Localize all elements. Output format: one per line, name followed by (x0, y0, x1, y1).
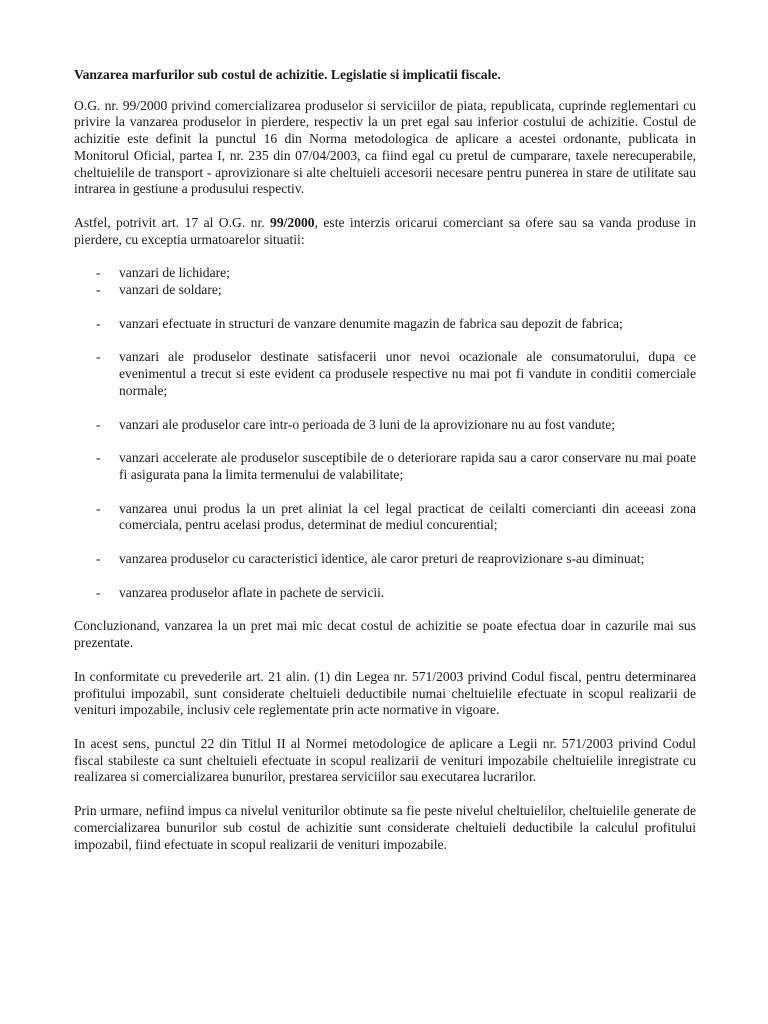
law-number-bold: 99/2000 (270, 214, 315, 230)
list-item (74, 551, 696, 568)
paragraph-final-conclusion: Prin urmare, nefiind impus ca nivelul veniturilor obtinute sa fie peste nivelul cheltuielilor, cheltuielile generate de comercializarea bunurilor sub costul de achizitie sunt considerate cheltuieli deductibile la calculul profitului impozabil, fiind efectuate in scopul realizarii de venituri impozabile. (74, 803, 696, 852)
list-dash: - (96, 349, 101, 365)
list-dash: - (96, 584, 101, 600)
paragraph-og-99-2000: O.G. nr. 99/2000 privind comercializarea produselor si serviciilor de piata, republicata, cuprinde reglementari cu privire la vanzarea produselor in pierdere, respectiv la un pret egal sau inferior costului de achizitie. Costul de achizitie este definit la punctul 16 din Norma metodologica de aplicare a acestei ordonante, publicata in Monitorul Oficial, partea I, nr. 235 din 07/04/2003, ca fiind egal cu pretul de cumparare, taxele nerecuperabile, cheltuielile de transport - aprovizionare si alte cheltuieli accesorii necesare pentru punerea in stare de utilitate sau intrarea in gestiune a produsului respectiv. (74, 97, 696, 197)
list-item-text: vanzari ale produselor destinate satisfacerii unor nevoi ocazionale ale consumatorului, dupa ce evenimentul a trecut si este evident ca produsele respective nu mai pot fi vandute in conditii comerciale normale; (119, 349, 696, 398)
list-dash: - (96, 265, 101, 281)
paragraph-fiscal-code-art-21: In conformitate cu prevederile art. 21 alin. (1) din Legea nr. 571/2003 privind Codul fiscal, pentru determinarea profitului impozabil, sunt considerate cheltuieli deductibile numai cheltuielile efectuate in scopul realizarii de venituri impozabile, inclusiv cele reglementate prin acte normative in vigoare. (74, 668, 696, 718)
list-dash: - (96, 500, 101, 516)
list-item-text: vanzarea produselor aflate in pachete de servicii. (119, 584, 385, 600)
paragraph-point-22: In acest sens, punctul 22 din Titlul II al Normei metodologice de aplicare a Legii nr. 571/2003 privind Codul fiscal stabileste ca sunt cheltuieli efectuate in scopul realizarii de venituri impozabile cheltuielile inregistrate cu realizarea si comercializarea bunurilor, prestarea serviciilor sau executarea lucrarilor. (74, 735, 696, 785)
list-item-text: vanzarea produselor cu caracteristici identice, ale caror preturi de reaprovizionare s-au diminuat; (119, 551, 645, 567)
list-item (74, 349, 696, 399)
list-dash: - (96, 315, 101, 331)
list-item-text: vanzarea unui produs la un pret aliniat la cel legal practicat de ceilalti comercianti din aceeasi zona comerciala, pentru acelasi produs, determinat de mediul concurential; (119, 500, 696, 533)
list-item (74, 316, 696, 333)
list-item (74, 282, 696, 299)
list-dash: - (96, 416, 101, 432)
list-item (74, 501, 696, 534)
list-item (74, 417, 696, 434)
exceptions-list (74, 265, 696, 601)
document-title: Vanzarea marfurilor sub costul de achizitie. Legislatie si implicatii fiscale. (74, 67, 501, 82)
paragraph-exceptions-intro (74, 215, 696, 248)
list-item (74, 450, 696, 483)
paragraph-exceptions-intro-start: Astfel, potrivit art. 17 al O.G. nr. (74, 214, 271, 230)
document-page (74, 67, 696, 870)
list-item (74, 265, 696, 282)
paragraph-exceptions-intro-end: , este interzis oricarui comerciant sa ofere sau sa vanda produse in pierdere, cu exceptia urmatoarelor situatii: (74, 214, 696, 247)
list-dash: - (96, 551, 101, 567)
list-item-text: vanzari ale produselor care intr-o perioada de 3 luni de la aprovizionare nu au fost vandute; (119, 416, 616, 432)
list-dash: - (96, 282, 101, 298)
list-item-text: vanzari accelerate ale produselor susceptibile de o deteriorare rapida sau a caror conservare nu mai poate fi asigurata pana la limita termenului de valabilitate; (119, 450, 696, 482)
paragraph-conclusion: Concluzionand, vanzarea la un pret mai mic decat costul de achizitie se poate efectua doar in cazurile mai sus prezentate. (74, 618, 696, 651)
list-item (74, 585, 696, 602)
list-item-text: vanzari de soldare; (119, 282, 222, 298)
list-item-text: vanzari de lichidare; (119, 265, 230, 281)
list-item-text: vanzari efectuate in structuri de vanzare denumite magazin de fabrica sau depozit de fabrica; (119, 315, 623, 331)
list-dash: - (96, 450, 101, 466)
